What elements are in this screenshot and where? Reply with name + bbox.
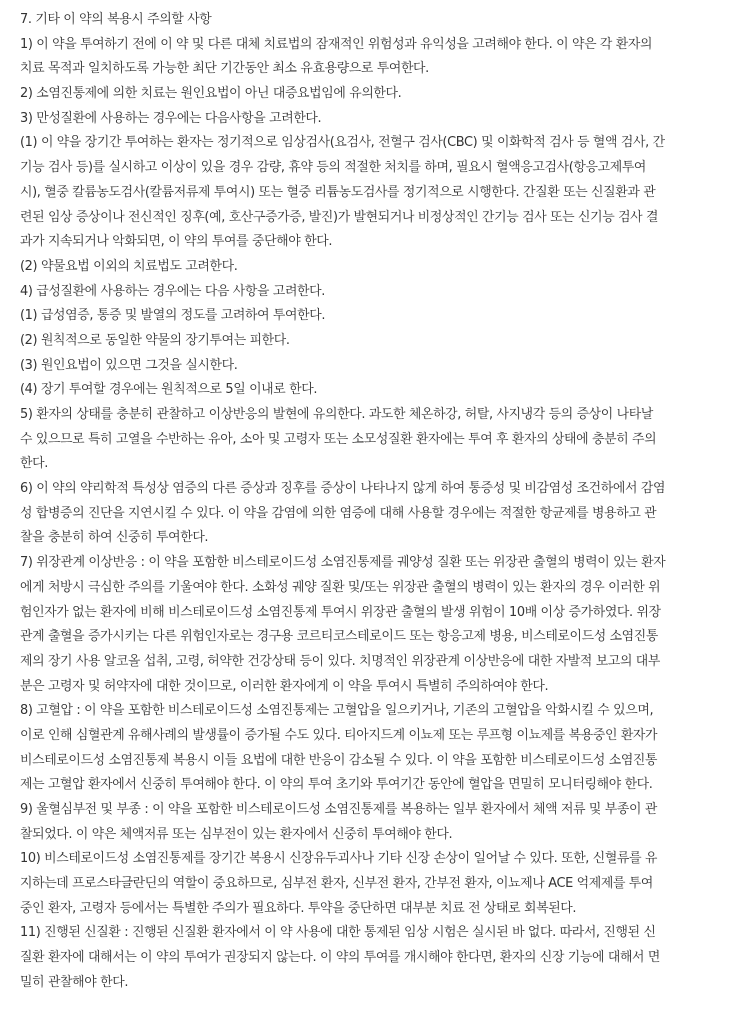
text-line: 3) 만성질환에 사용하는 경우에는 다음사항을 고려한다. [20,110,322,126]
text-line: 4) 급성질환에 사용하는 경우에는 다음 사항을 고려한다. [20,283,326,299]
text-line: 8) 고혈압 : 이 약을 포함한 비스테로이드성 소염진통제는 고혈압을 일으키거나, 기존의 고혈압을 악화시킬 수 있으며, [20,703,654,719]
text-line: 9) 울혈심부전 및 부종 : 이 약을 포함한 비스테로이드성 소염진통제를 복용하는 일부 환자에서 체액 저류 및 부종이 관 [20,802,657,817]
text-line: 10) 비스테로이드성 소염진통제를 장기간 복용시 신장유두괴사나 기타 신장 손상이 일어날 수 있다. 또한, 신혈류를 유 [20,851,658,867]
text-line: 험인자가 없는 환자에 비해 비스테로이드성 소염진통제 투여시 위장관 출혈의 발생 위험이 10배 이상 증가하였다. 위장 [20,604,661,620]
text-line: (1) 급성염증, 통증 및 발열의 정도를 고려하여 투여한다. [20,308,326,324]
text-line: 련된 임상 증상이나 전신적인 징후(예, 호산구증가증, 발진)가 발현되거나 비정상적인 간기능 검사 또는 신기능 검사 결 [20,209,659,225]
text-line: 지하는데 프로스타글란딘의 역할이 중요하므로, 심부전 환자, 신부전 환자, 간부전 환자, 이뇨제나 ACE 억제제를 투여 [20,876,653,892]
text-line: 시), 혈중 칼륨농도검사(칼륨저류제 투여시) 또는 혈중 리튬농도검사를 정기적으로 시행한다. 간질환 또는 신질환과 관 [20,184,656,200]
text-line: 이로 인해 심혈관계 유해사례의 발생률이 증가될 수도 있다. 티아지드계 이뇨제 또는 루프형 이뇨제를 복용중인 환자가 [20,727,658,743]
text-line: (2) 약물요법 이외의 치료법도 고려한다. [20,258,238,274]
text-line: 에게 처방시 극심한 주의를 기울여야 한다. 소화성 궤양 질환 및/또는 위장관 출혈의 병력이 있는 환자의 경우 이러한 위 [20,579,661,595]
text-line: 비스테로이드성 소염진통제 복용시 이들 요법에 대한 반응이 감소될 수 있다. 이 약을 포함한 비스테로이드성 소염진통 [20,752,658,768]
text-line: 1) 이 약을 투여하기 전에 이 약 및 다른 대체 치료법의 잠재적인 위험성과 유익성을 고려해야 한다. 이 약은 각 환자의 [20,36,653,52]
text-line: 중인 환자, 고령자 등에서는 특별한 주의가 필요하다. 투약을 중단하면 대부분 치료 전 상태로 회복된다. [20,900,577,916]
text-line: 7) 위장관계 이상반응 : 이 약을 포함한 비스테로이드성 소염진통제를 궤양성 질환 또는 위장관 출혈의 병력이 있는 환자 [20,555,666,571]
text-line: 11) 진행된 신질환 : 진행된 신질환 환자에서 이 약 사용에 대한 통제된 임상 시험은 실시된 바 없다. 따라서, 진행된 신 [20,925,656,941]
text-line: (1) 이 약을 장기간 투여하는 환자는 정기적으로 임상검사(요검사, 전혈구 검사(CBC) 및 이화학적 검사 등 혈액 검사, 간 [20,135,665,151]
text-line: 과가 지속되거나 악화되면, 이 약의 투여를 중단해야 한다. [20,234,333,250]
text-line: (2) 원칙적으로 동일한 약물의 장기투여는 피한다. [20,332,290,348]
text-line: 성 합병증의 진단을 지연시킬 수 있다. 이 약을 감염에 의한 염증에 대해 사용할 경우에는 적절한 항균제를 병용하고 관 [20,505,657,521]
text-line: (3) 원인요법이 있으면 그것을 실시한다. [20,357,238,373]
text-line: 7. 기타 이 약의 복용시 주의할 사항 [20,12,212,27]
text-line: 한다. [20,456,48,472]
text-line: (4) 장기 투여할 경우에는 원칙적으로 5일 이내로 한다. [20,382,318,398]
text-line: 밀히 관찰해야 한다. [20,974,129,990]
text-line: 2) 소염진통제에 의한 치료는 원인요법이 아닌 대증요법임에 유의한다. [20,86,402,102]
text-line: 기능 검사 등)를 실시하고 이상이 있을 경우 감량, 휴약 등의 적절한 처치를 하며, 필요시 혈액응고검사(항응고제투여 [20,160,647,176]
text-line: 제는 고혈압 환자에서 신중히 투여해야 한다. 이 약의 투여 초기와 투여기간 동안에 혈압을 면밀히 모니터링해야 한다. [20,777,653,793]
text-line: 관계 출혈을 증가시키는 다른 위험인자로는 경구용 코르티코스테로이드 또는 항응고제 병용, 비스테로이드성 소염진통 [20,629,658,645]
text-line: 찰을 충분히 하여 신중히 투여한다. [20,530,209,546]
text-line: 6) 이 약의 약리학적 특성상 염증의 다른 증상과 징후를 증상이 나타나지 않게 하여 통증성 및 비감염성 조건하에서 감염 [20,481,666,497]
text-line: 수 있으므로 특히 고열을 수반하는 유아, 소아 및 고령자 또는 소모성질환 환자에는 투여 후 환자의 상태에 충분히 주의 [20,431,657,447]
text-line: 찰되었다. 이 약은 체액저류 또는 심부전이 있는 환자에서 신중히 투여해야 한다. [20,826,453,842]
text-line: 분은 고령자 및 허약자에 대한 것이므로, 이러한 환자에게 이 약을 투여시 특별히 주의하여야 한다. [20,678,549,694]
text-line: 치료 목적과 일치하도록 가능한 최단 기간동안 최소 유효용량으로 투여한다. [20,61,429,77]
text-line: 제의 장기 사용 알코올 섭취, 고령, 허약한 건강상태 등이 있다. 치명적인 위장관계 이상반응에 대한 자발적 보고의 대부 [20,653,661,669]
text-line: 질환 환자에 대해서는 이 약의 투여가 권장되지 않는다. 이 약의 투여를 개시해야 한다면, 환자의 신장 기능에 대해서 면 [20,950,661,966]
text-line: 5) 환자의 상태를 충분히 관찰하고 이상반응의 발현에 유의한다. 과도한 체온하강, 허탈, 사지냉각 등의 증상이 나타날 [20,407,653,422]
